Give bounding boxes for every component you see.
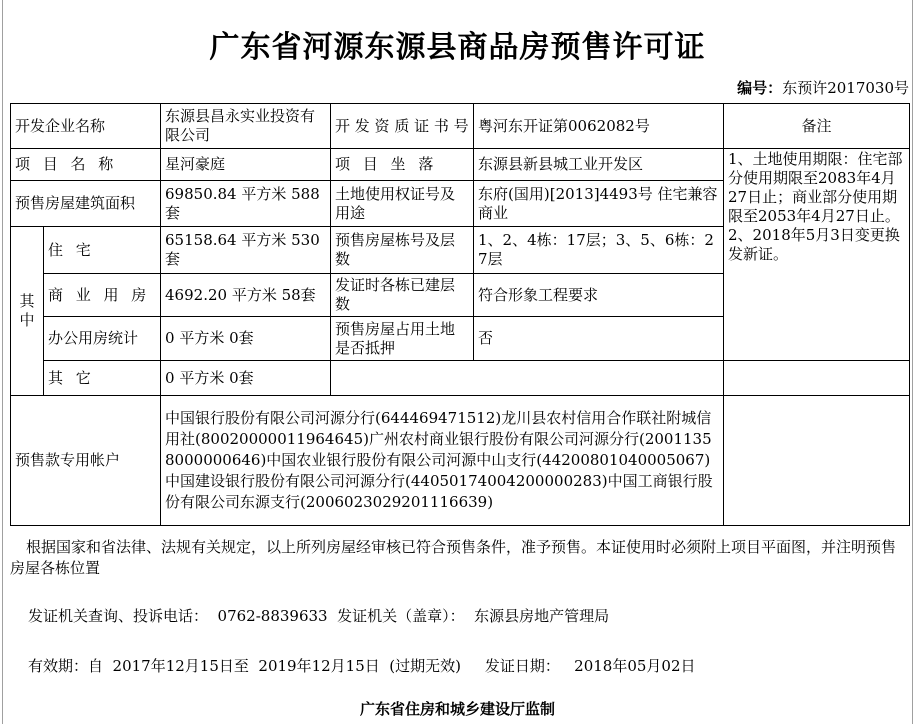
table-row (11, 104, 910, 149)
residential-value: 65158.64 平方米 530套 (161, 227, 331, 274)
table-row (11, 149, 910, 181)
presale-area-label: 预售房屋建筑面积 (11, 181, 161, 227)
commercial-value: 4692.20 平方米 58套 (161, 274, 331, 317)
remarks-label: 备注 (724, 104, 910, 149)
permit-number-label: 编号： (737, 79, 783, 97)
empty-cell (724, 396, 910, 526)
project-location-value: 东源县新县城工业开发区 (474, 149, 724, 181)
developer-value: 东源县昌永实业投资有限公司 (161, 104, 331, 149)
residential-label: 住 宅 (44, 227, 161, 274)
qualification-value: 粤河东开证第0062082号 (474, 104, 724, 149)
project-name-value: 星河豪庭 (161, 149, 331, 181)
developer-label: 开发企业名称 (11, 104, 161, 149)
legal-notice: 根据国家和省法律、法规有关规定，以上所列房屋经审核已符合预售条件，准予预售。本证使用时必须附上项目平面图，并注明预售房屋各栋位置 (10, 538, 897, 577)
account-label: 预售款专用帐户 (11, 396, 161, 526)
other-label: 其 它 (44, 361, 161, 396)
building-no-label: 预售房屋栋号及层数 (331, 227, 474, 274)
mortgage-label: 预售房屋占用土地是否抵押 (331, 317, 474, 361)
built-floors-value: 符合形象工程要求 (474, 274, 724, 317)
among-label: 其中 (11, 227, 44, 396)
validity-line: 有效期：自 2017年12月15日至 2019年12月15日 (过期无效) 发证日期： 2018年05月02日 (28, 657, 696, 675)
supervisor-footer: 广东省住房和城乡建设厅监制 (359, 700, 555, 718)
project-name-label: 项 目 名 称 (11, 149, 161, 181)
presale-area-value: 69850.84 平方米 588套 (161, 181, 331, 227)
built-floors-label: 发证时各栋已建层数 (331, 274, 474, 317)
office-value: 0 平方米 0套 (161, 317, 331, 361)
building-no-value: 1、2、4栋：17层；3、5、6栋：27层 (474, 227, 724, 274)
mortgage-value: 否 (474, 317, 724, 361)
contact-line: 发证机关查询、投诉电话： 0762-8839633 发证机关（盖章）： 东源县房地产管理局 (28, 607, 610, 625)
permit-number-value: 东预许2017030号 (782, 79, 909, 97)
empty-cell (331, 361, 724, 396)
office-label: 办公用房统计 (44, 317, 161, 361)
page-border-right (912, 0, 913, 724)
remarks-value: 1、土地使用期限：住宅部分使用期限至2083年4月27日止；商业部分使用期限至2053年4月27日止。2、2018年5月3日变更换发新证。 (724, 149, 910, 361)
qualification-label: 开 发 资 质 证 书 号 (331, 104, 474, 149)
document-title: 广东省河源东源县商品房预售许可证 (209, 30, 706, 65)
commercial-label: 商 业 用 房 (44, 274, 161, 317)
project-location-label: 项 目 坐 落 (331, 149, 474, 181)
page-border-left (2, 0, 3, 724)
account-value: 中国银行股份有限公司河源分行(644469471512)龙川县农村信用合作联社附城信用社(80020000011964645)广州农村商业银行股份有限公司河源分行(20011358000000646)中国农业银行股份有限公司河源中山支行(44200801040005067)中国建设银行股份有限公司河源分行(44050174004200000283)中国工商银行股份有限公司东源支行(2006023029201116639) (161, 396, 724, 526)
permit-table (10, 103, 910, 526)
land-cert-value: 东府(国用)[2013]4493号 住宅兼容商业 (474, 181, 724, 227)
table-row (11, 361, 910, 396)
permit-number (737, 77, 909, 98)
other-value: 0 平方米 0套 (161, 361, 331, 396)
table-row (11, 396, 910, 526)
land-cert-label: 土地使用权证号及用途 (331, 181, 474, 227)
